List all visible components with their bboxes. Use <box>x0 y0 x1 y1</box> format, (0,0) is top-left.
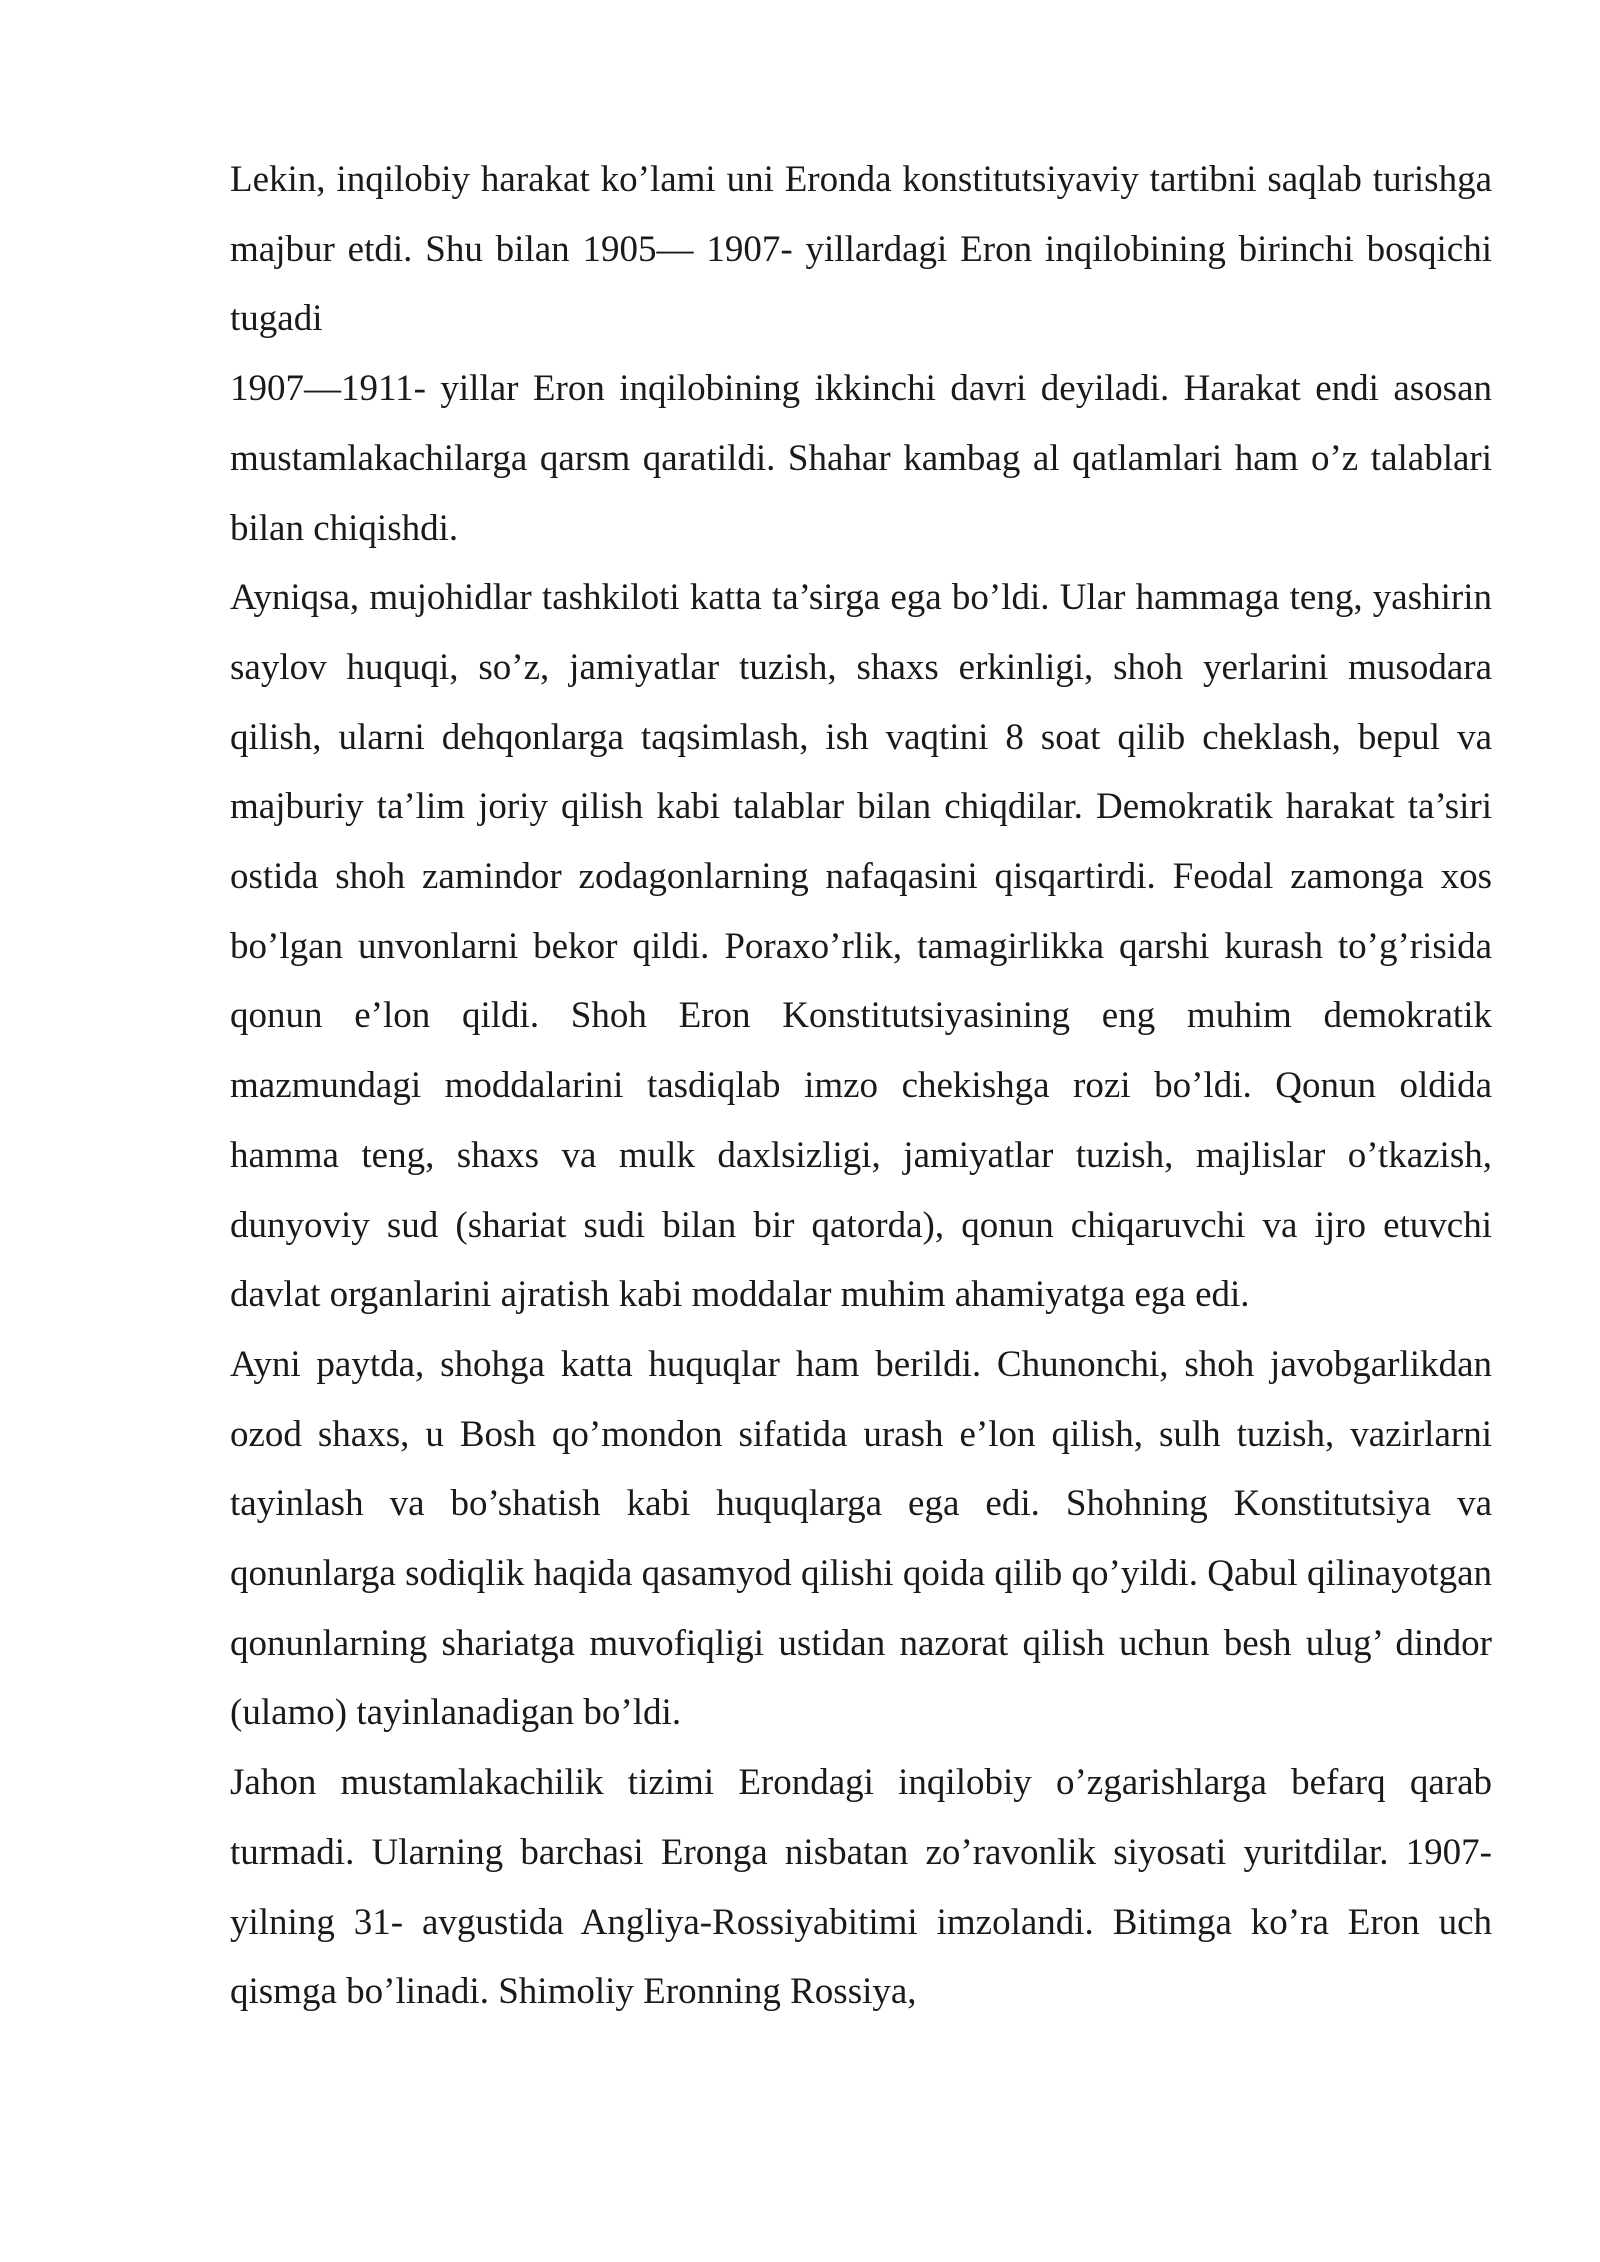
document-body <box>230 145 1492 2027</box>
paragraph-second-period: 1907—1911- yillar Eron inqilobining ikkinchi davri deyiladi. Harakat endi asosan mustamlakachilarga qarsm qaratildi. Shahar kambag al qatlamlari ham o’z talablari bilan chiqishdi. <box>230 368 1492 549</box>
paragraph-shah-rights: Ayni paytda, shohga katta huquqlar ham berildi. Chunonchi, shoh javobgarlikdan ozod shaxs, u Bosh qo’mondon sifatida urash e’lon qilish, sulh tuzish, vazirlarni tayinlash va bo’shatish kabi huquqlarga ega edi. Shohning Konstitutsiya va qonunlarga sodiqlik haqida qasamyod qilishi qoida qilib qo’yildi. Qabul qilinayotgan qonunlarning shariatga muvofiqligi ustidan nazorat qilish uchun besh ulug’ dindor (ulamo) tayinlanadigan bo’ldi. <box>230 1343 1492 1734</box>
paragraph-constitutional-order: Lekin, inqilobiy harakat ko’lami uni Eronda konstitutsiyaviy tartibni saqlab turishga majbur etdi. Shu bilan 1905— 1907- yillardagi Eron inqilobining birinchi bosqichi tugadi <box>230 159 1492 340</box>
paragraph-mujohidlar-demands: Ayniqsa, mujohidlar tashkiloti katta ta’sirga ega bo’ldi. Ular hammaga teng, yashirin saylov huquqi, so’z, jamiyatlar tuzish, shaxs erkinligi, shoh yerlarini musodara qilish, ularni dehqonlarga taqsimlash, ish vaqtini 8 soat qilib cheklash, bepul va majburiy ta’lim joriy qilish kabi talablar bilan chiqdilar. Demokratik harakat ta’siri ostida shoh zamindor zodagonlarning nafaqasini qisqartirdi. Feodal zamonga xos bo’lgan unvonlarni bekor qildi. Poraxo’rlik, tamagirlikka qarshi kurash to’g’risida qonun e’lon qildi. Shoh Eron Konstitutsiyasining eng muhim demokratik mazmundagi moddalarini tasdiqlab imzo chekishga rozi bo’ldi. Qonun oldida hamma teng, shaxs va mulk daxlsizligi, jamiyatlar tuzish, majlislar o’tkazish, dunyoviy sud (shariat sudi bilan bir qatorda), qonun chiqaruvchi va ijro etuvchi davlat organlarini ajratish kabi moddalar muhim ahamiyatga ega edi. <box>230 577 1492 1316</box>
paragraph-colonial-powers: Jahon mustamlakachilik tizimi Erondagi inqilobiy o’zgarishlarga befarq qarab turmadi. Ularning barchasi Eronga nisbatan zo’ravonlik siyosati yuritdilar. 1907- yilning 31- avgustida Angliya-Rossiyabitimi imzolandi. Bitimga ko’ra Eron uch qismga bo’linadi. Shimoliy Eronning Rossiya, <box>230 1762 1492 2013</box>
